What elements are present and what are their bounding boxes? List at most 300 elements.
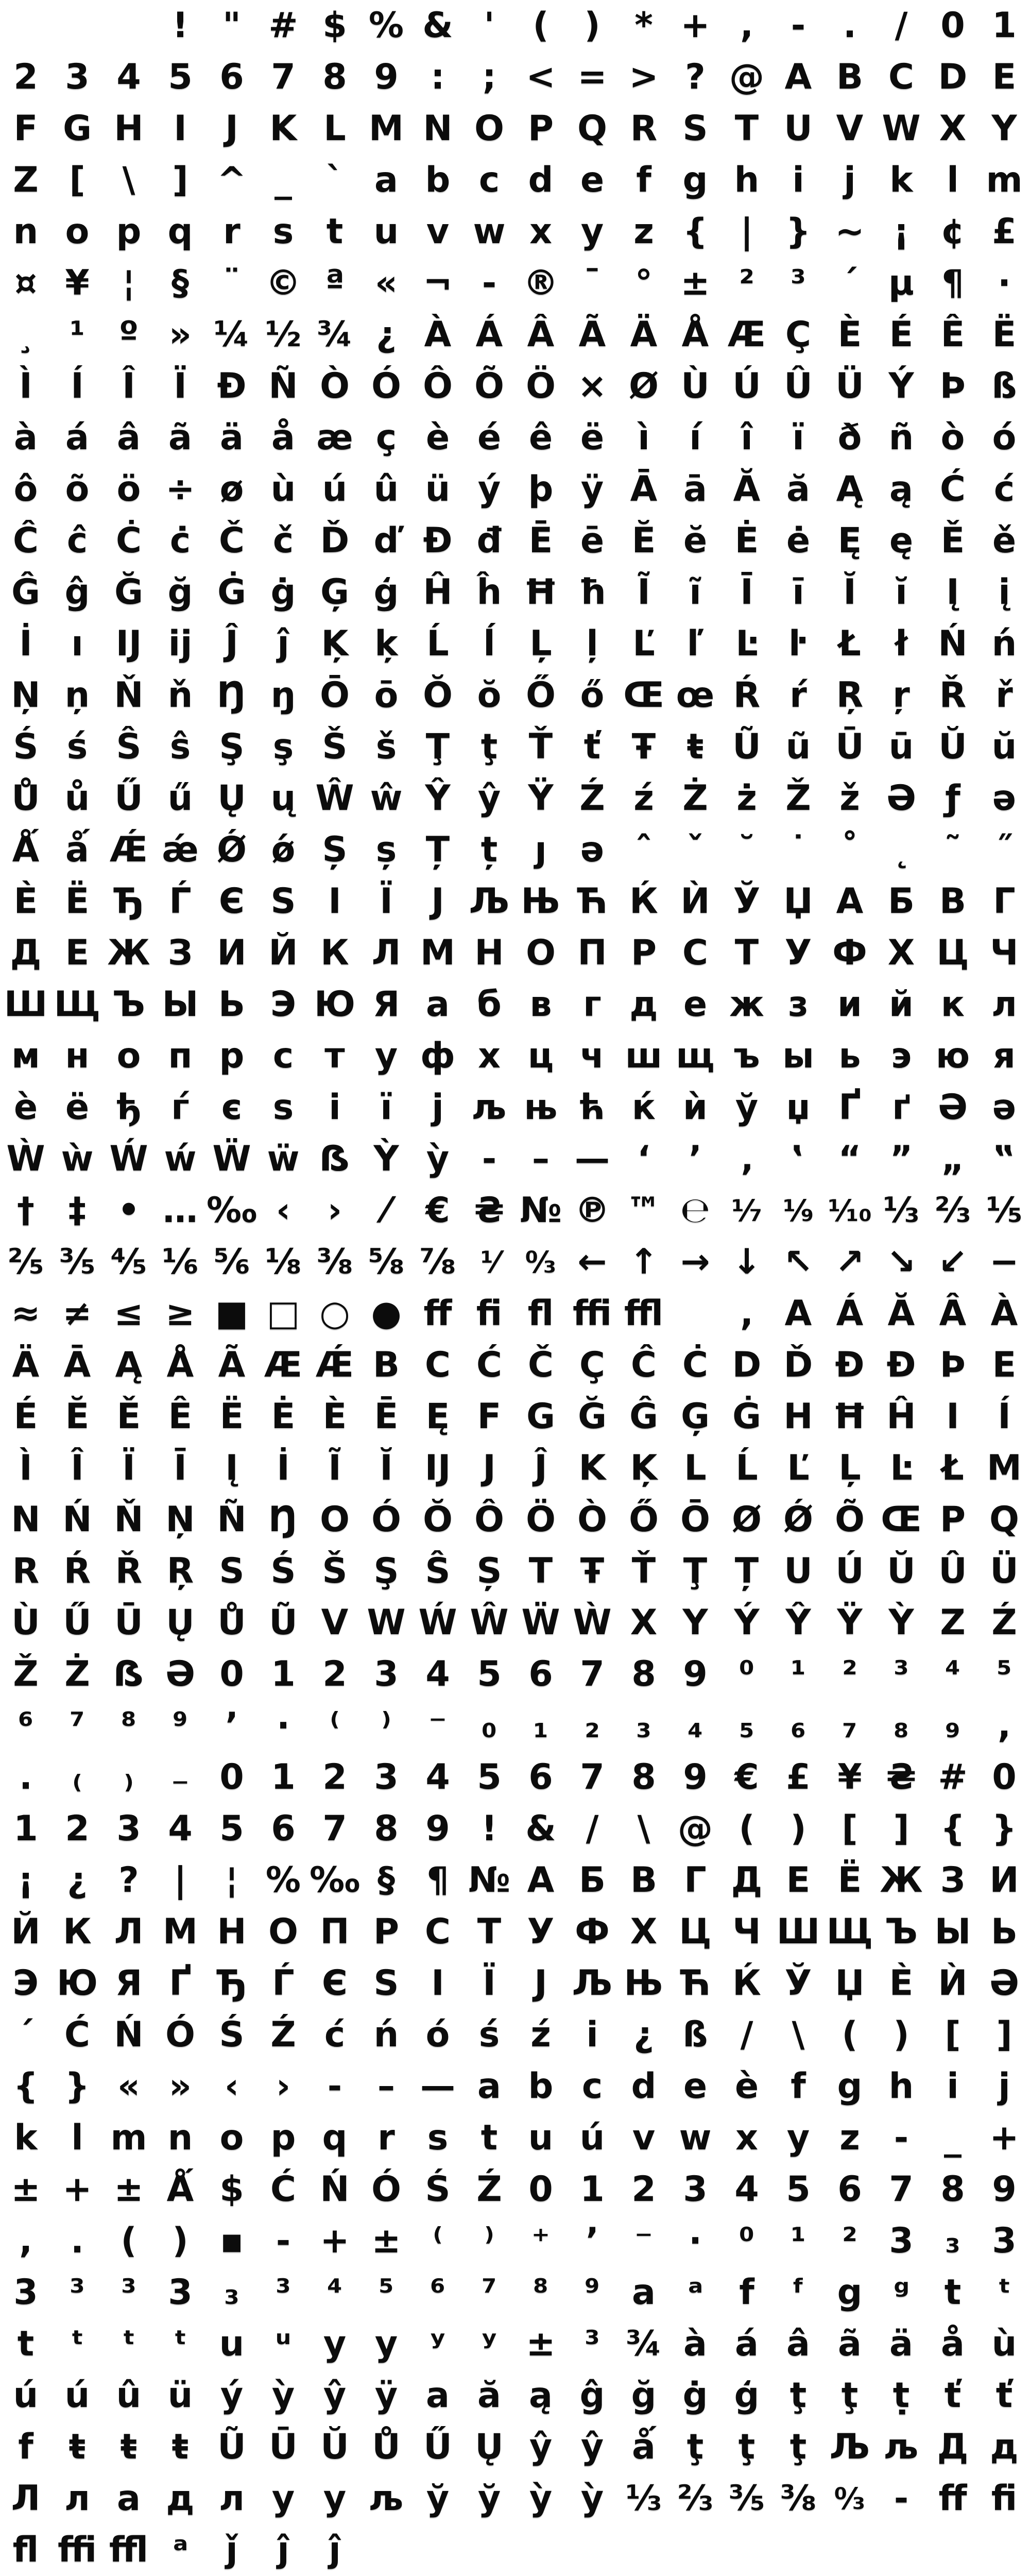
glyph-cell: r xyxy=(223,211,241,252)
glyph-cell: № xyxy=(520,1190,562,1231)
glyph-cell: ь xyxy=(838,1036,861,1076)
glyph-cell: í xyxy=(689,417,701,458)
glyph-cell: 0 xyxy=(528,2169,553,2210)
glyph-cell: K xyxy=(269,108,297,149)
glyph-cell: А xyxy=(527,1860,555,1901)
glyph-cell: ţ xyxy=(686,2427,704,2467)
glyph-cell: | xyxy=(174,1860,187,1901)
glyph-cell: Ş xyxy=(219,726,245,767)
glyph-cell: _ xyxy=(944,2117,962,2158)
glyph-cell: u xyxy=(528,2117,554,2158)
glyph-cell: ⁶ xyxy=(430,2272,445,2313)
glyph-cell: Ú xyxy=(835,1551,864,1591)
glyph-cell: Ĵ xyxy=(225,623,238,664)
glyph-cell: * xyxy=(634,5,653,46)
glyph-cell: ñ xyxy=(888,417,914,458)
glyph-cell: M xyxy=(987,1448,1022,1488)
glyph-cell: Ū xyxy=(835,726,864,767)
glyph-cell: В xyxy=(939,881,966,922)
glyph-cell: ⅜ xyxy=(316,1242,353,1282)
glyph-cell: Œ xyxy=(881,1499,922,1540)
glyph-cell: } xyxy=(785,211,811,252)
glyph-cell: Ґ xyxy=(169,1963,192,2004)
empty-cell xyxy=(670,1288,721,1340)
glyph-cell: Ч xyxy=(732,1911,761,1952)
glyph-cell: Ј xyxy=(534,1963,547,2004)
glyph-cell: ≠ xyxy=(62,1293,92,1334)
glyph-cell: Ģ xyxy=(681,1396,710,1437)
glyph-cell: к xyxy=(940,984,965,1025)
glyph-cell: ? xyxy=(118,1860,139,1901)
glyph-cell: 3 xyxy=(65,57,90,97)
glyph-cell: Ű xyxy=(63,1602,92,1643)
glyph-cell: @ xyxy=(678,1808,713,1849)
glyph-cell: G xyxy=(526,1396,555,1437)
glyph-cell: . xyxy=(843,5,856,46)
glyph-cell: Ű xyxy=(423,2427,452,2467)
glyph-cell: I xyxy=(946,1396,959,1437)
glyph-cell: œ xyxy=(676,675,715,716)
glyph-cell: Ĭ xyxy=(843,572,856,613)
glyph-cell: Т xyxy=(477,1911,502,1952)
glyph-cell: Š xyxy=(322,1551,348,1591)
glyph-cell: Ð xyxy=(217,366,247,406)
glyph-cell: ţ xyxy=(789,2375,807,2416)
glyph-cell: ţ xyxy=(480,726,498,767)
glyph-cell: Ћ xyxy=(680,1963,711,2004)
glyph-cell: _ xyxy=(274,160,292,200)
glyph-cell: Ů xyxy=(11,778,40,819)
glyph-cell: ⁻ xyxy=(428,1705,447,1746)
glyph-cell: Ė xyxy=(271,1396,296,1437)
glyph-cell: ċ xyxy=(169,520,191,561)
glyph-cell: ± xyxy=(11,2169,41,2210)
glyph-cell: Ш xyxy=(4,984,47,1025)
glyph-cell: ŝ xyxy=(169,726,191,767)
glyph-cell: ĳ xyxy=(168,623,193,664)
glyph-cell: Ы xyxy=(162,984,199,1025)
glyph-cell: ű xyxy=(167,778,193,819)
glyph-cell: ⅞ xyxy=(419,1242,456,1282)
glyph-cell: ê xyxy=(528,417,553,458)
glyph-cell: Ż xyxy=(64,1654,90,1694)
glyph-cell: ś xyxy=(478,2014,500,2055)
glyph-cell: À xyxy=(424,314,452,355)
glyph-cell: ᵘ xyxy=(275,2324,291,2364)
glyph-cell: , xyxy=(998,1705,1011,1746)
glyph-cell: ℗ xyxy=(575,1190,610,1231)
glyph-cell: Ć xyxy=(940,469,966,510)
glyph-cell: Ŭ xyxy=(887,1551,916,1591)
glyph-cell: , xyxy=(740,1293,753,1334)
glyph-cell: ẁ xyxy=(61,1139,94,1179)
glyph-cell: Ã xyxy=(218,1345,246,1385)
glyph-cell: { xyxy=(940,1808,966,1849)
glyph-cell: ő xyxy=(580,675,605,716)
glyph-cell: Z xyxy=(13,160,39,200)
glyph-cell: ġ xyxy=(682,2375,708,2416)
glyph-cell: Ĕ xyxy=(65,1396,90,1437)
glyph-cell: Ī xyxy=(740,572,753,613)
glyph-cell: ä xyxy=(889,2324,913,2364)
glyph-cell: ë xyxy=(580,417,605,458)
glyph-cell: ā xyxy=(683,469,707,510)
glyph-cell: Л xyxy=(371,933,401,973)
glyph-cell: Ę xyxy=(425,1396,450,1437)
glyph-cell: } xyxy=(991,1808,1017,1849)
glyph-cell: Ǿ xyxy=(217,829,247,870)
glyph-cell: â xyxy=(786,2324,810,2364)
empty-cell xyxy=(0,0,52,52)
glyph-cell: I xyxy=(174,108,187,149)
glyph-cell: w xyxy=(473,211,506,252)
glyph-cell: Ć xyxy=(64,2014,90,2055)
glyph-cell: » xyxy=(169,314,192,355)
glyph-cell: ŗ xyxy=(892,675,910,716)
glyph-cell: N xyxy=(11,1499,41,1540)
glyph-cell: Ă xyxy=(887,1293,915,1334)
glyph-cell: S xyxy=(682,108,708,149)
glyph-cell: ⁰⁄₃ xyxy=(834,2481,866,2516)
glyph-cell: ⅓ xyxy=(625,2478,662,2519)
glyph-cell: Î xyxy=(71,1448,84,1488)
glyph-cell: { xyxy=(13,2066,39,2107)
glyph-cell: Ó xyxy=(165,2014,195,2055)
glyph-cell: ! xyxy=(172,5,188,46)
glyph-cell: Ō xyxy=(320,675,350,716)
glyph-cell: ý xyxy=(220,2375,244,2416)
glyph-cell: ŷ xyxy=(323,2375,347,2416)
glyph-cell: 7 xyxy=(271,57,296,97)
glyph-cell: Ń xyxy=(938,623,968,664)
glyph-cell: ň xyxy=(167,675,193,716)
glyph-cell: Â xyxy=(939,1293,967,1334)
glyph-cell: њ xyxy=(524,1087,558,1128)
glyph-cell: ņ xyxy=(64,675,90,716)
glyph-cell: Ó xyxy=(371,2169,401,2210)
glyph-cell: @ xyxy=(729,57,764,97)
glyph-cell: А xyxy=(836,881,864,922)
glyph-cell: Џ xyxy=(783,881,813,922)
glyph-cell: ľ xyxy=(686,623,704,664)
glyph-cell: û xyxy=(116,2375,142,2416)
glyph-cell: ž xyxy=(839,778,860,819)
glyph-cell: ! xyxy=(481,1808,497,1849)
glyph-cell: [ xyxy=(945,2014,961,2055)
glyph-cell: ã xyxy=(838,2324,862,2364)
glyph-cell: Л xyxy=(11,2478,41,2519)
glyph-cell: H xyxy=(114,108,144,149)
glyph-cell: р xyxy=(219,1036,245,1076)
glyph-cell: ⁵ xyxy=(379,2272,394,2313)
glyph-cell: Ẃ xyxy=(109,1139,148,1179)
glyph-cell: Ẁ xyxy=(573,1602,612,1643)
glyph-cell: { xyxy=(682,211,708,252)
glyph-cell: 3 xyxy=(374,1654,399,1694)
glyph-cell: Ā xyxy=(63,1345,91,1385)
glyph-cell: Ġ xyxy=(217,572,246,613)
glyph-cell: ü xyxy=(167,2375,193,2416)
glyph-cell: ↗ xyxy=(835,1242,865,1282)
glyph-cell: ´ xyxy=(17,2014,35,2055)
glyph-cell: U xyxy=(784,108,813,149)
glyph-cell: ³ xyxy=(791,263,806,303)
glyph-cell: ` xyxy=(326,160,344,200)
glyph-cell: : xyxy=(431,57,445,97)
glyph-cell: о xyxy=(116,1036,141,1076)
glyph-cell: Ĭ xyxy=(380,1448,393,1488)
glyph-cell: Ŋ xyxy=(268,1499,298,1540)
glyph-cell: Ų xyxy=(217,778,246,819)
glyph-cell: z xyxy=(839,2117,860,2158)
glyph-cell: ² xyxy=(842,2221,857,2261)
glyph-cell: Ć xyxy=(270,2169,296,2210)
glyph-cell: ж xyxy=(729,984,764,1025)
glyph-cell: ü xyxy=(425,469,451,510)
glyph-cell: К xyxy=(320,933,349,973)
glyph-cell: Ď xyxy=(783,1345,813,1385)
glyph-cell: 1 xyxy=(271,1757,296,1798)
glyph-cell: þ xyxy=(528,469,554,510)
glyph-cell: f xyxy=(791,2066,806,2107)
glyph-cell: ũ xyxy=(785,726,811,767)
glyph-cell: ¾ xyxy=(625,2324,662,2364)
glyph-cell: k xyxy=(14,2117,38,2158)
glyph-cell: Ѐ xyxy=(13,881,38,922)
glyph-cell: І xyxy=(431,1963,444,2004)
glyph-cell: đ xyxy=(476,520,502,561)
glyph-cell: ŋ xyxy=(270,675,296,716)
glyph-cell: Ń xyxy=(62,1499,92,1540)
glyph-cell: 5 xyxy=(168,57,193,97)
glyph-cell: ś xyxy=(66,726,88,767)
glyph-cell: ‹ xyxy=(276,1190,291,1231)
glyph-cell: Ŝ xyxy=(116,726,142,767)
glyph-cell: Ŷ xyxy=(425,778,451,819)
glyph-cell: К xyxy=(63,1911,92,1952)
glyph-cell: Ţ xyxy=(683,1551,708,1591)
glyph-cell: ₋ xyxy=(171,1757,190,1798)
glyph-cell: ĕ xyxy=(683,520,708,561)
glyph-cell: ˚ xyxy=(841,829,859,870)
glyph-cell: Ô xyxy=(423,366,453,406)
glyph-cell: ė xyxy=(786,520,811,561)
glyph-cell: ﬃ xyxy=(58,2530,97,2570)
glyph-cell: Г xyxy=(993,881,1016,922)
glyph-cell: 2 xyxy=(322,1757,347,1798)
glyph-cell: е xyxy=(683,984,708,1025)
glyph-cell: 0 xyxy=(992,1757,1017,1798)
glyph-cell: Ĩ xyxy=(328,1448,341,1488)
glyph-cell: ů xyxy=(64,778,90,819)
glyph-cell: Ě xyxy=(116,1396,141,1437)
glyph-cell: t xyxy=(17,2324,35,2364)
glyph-cell: V xyxy=(836,108,864,149)
glyph-cell: - xyxy=(791,5,806,46)
glyph-cell: ј xyxy=(432,1087,444,1128)
glyph-cell: f xyxy=(18,2427,33,2467)
glyph-cell: ĵ xyxy=(277,2530,289,2570)
empty-cell xyxy=(566,2524,618,2576)
glyph-cell: Ё xyxy=(65,881,90,922)
glyph-cell: ≤ xyxy=(114,1293,144,1334)
glyph-cell: Џ xyxy=(835,1963,865,2004)
glyph-cell: Х xyxy=(630,1911,658,1952)
glyph-cell: s xyxy=(272,211,294,252)
glyph-cell: Ġ xyxy=(732,1396,761,1437)
glyph-cell: ᵗ xyxy=(70,2324,84,2364)
glyph-cell: ¹⁄₁₀ xyxy=(828,1193,872,1228)
glyph-cell: ) xyxy=(172,2221,188,2261)
glyph-cell: Ř xyxy=(115,1551,143,1591)
glyph-cell: Ŝ xyxy=(425,1551,451,1591)
glyph-cell: ⁽ xyxy=(433,2221,443,2261)
glyph-cell: ƒ xyxy=(945,778,960,819)
glyph-cell: Á xyxy=(475,314,503,355)
glyph-cell: q xyxy=(322,2117,348,2158)
glyph-cell: ⁰ xyxy=(739,2221,754,2261)
glyph-cell: Н xyxy=(217,1911,247,1952)
glyph-cell: “ xyxy=(838,1139,862,1179)
glyph-cell: ú xyxy=(64,2375,90,2416)
glyph-cell: ¤ xyxy=(14,263,37,303)
glyph-cell: Д xyxy=(10,933,42,973)
glyph-cell: Â xyxy=(527,314,555,355)
glyph-cell: % xyxy=(265,1860,301,1901)
empty-cell xyxy=(360,2524,412,2576)
glyph-cell: Ѕ xyxy=(373,1963,399,2004)
glyph-cell: ₃ xyxy=(636,1705,651,1746)
glyph-cell: Ž xyxy=(13,1654,39,1694)
glyph-cell: y xyxy=(786,2117,810,2158)
glyph-cell: ¬ xyxy=(423,263,453,303)
glyph-cell: ï xyxy=(792,417,804,458)
glyph-cell: — xyxy=(575,1139,610,1179)
glyph-cell: ʸ xyxy=(430,2324,445,2364)
glyph-cell: Ł xyxy=(838,623,861,664)
glyph-cell: Ŗ xyxy=(166,1551,194,1591)
glyph-cell: Ú xyxy=(732,366,761,406)
glyph-cell: 0 xyxy=(219,1757,244,1798)
glyph-cell: ә xyxy=(992,1087,1017,1128)
glyph-cell: л xyxy=(219,2478,245,2519)
glyph-cell: ± xyxy=(680,263,710,303)
glyph-cell: ﬄ xyxy=(624,1293,663,1334)
glyph-cell: Ю xyxy=(314,984,355,1025)
glyph-cell: ґ xyxy=(892,1087,911,1128)
glyph-cell: ½ xyxy=(265,314,302,355)
glyph-cell: ± xyxy=(526,2324,556,2364)
glyph-cell: ↖ xyxy=(783,1242,813,1282)
glyph-cell: ( xyxy=(121,2221,137,2261)
glyph-cell: Č xyxy=(219,520,245,561)
glyph-cell: ‰ xyxy=(310,1860,360,1901)
glyph-cell: h xyxy=(888,2066,914,2107)
glyph-cell: ẞ xyxy=(319,1139,351,1179)
glyph-cell: • xyxy=(117,1190,140,1231)
glyph-cell: ⅕ xyxy=(986,1190,1023,1231)
glyph-cell: Ã xyxy=(578,314,606,355)
glyph-cell: Þ xyxy=(939,366,966,406)
glyph-cell: ₎ xyxy=(124,1757,134,1798)
glyph-cell: ⅓ xyxy=(883,1190,920,1231)
glyph-cell: W xyxy=(882,108,921,149)
glyph-cell: ? xyxy=(685,57,706,97)
glyph-cell: Ф xyxy=(575,1911,610,1952)
glyph-cell: 9 xyxy=(992,2169,1017,2210)
glyph-cell: 2 xyxy=(322,1654,347,1694)
glyph-cell: § xyxy=(171,263,189,303)
glyph-cell: ¼ xyxy=(213,314,250,355)
glyph-cell: Ą xyxy=(115,1345,143,1385)
glyph-cell: ℮ xyxy=(680,1190,711,1231)
glyph-cell: † xyxy=(17,1190,35,1231)
glyph-cell: ⁻ xyxy=(634,2221,653,2261)
glyph-cell: ] xyxy=(893,1808,909,1849)
glyph-cell: 2 xyxy=(65,1808,90,1849)
glyph-cell: Г xyxy=(684,1860,707,1901)
glyph-cell: ¯ xyxy=(583,263,601,303)
glyph-cell: ⁸ xyxy=(121,1705,136,1746)
glyph-cell: Ĥ xyxy=(423,572,453,613)
glyph-cell: B xyxy=(836,57,863,97)
glyph-cell: Õ xyxy=(835,1499,865,1540)
glyph-cell: г xyxy=(583,984,602,1025)
glyph-cell: Ǻ xyxy=(12,829,40,870)
glyph-cell: Z xyxy=(940,1602,966,1643)
glyph-cell: Л xyxy=(114,1911,144,1952)
glyph-cell: & xyxy=(525,1808,556,1849)
glyph-cell: Ķ xyxy=(321,623,349,664)
glyph-cell: 9 xyxy=(425,1808,450,1849)
glyph-cell: М xyxy=(163,1911,198,1952)
glyph-cell: І xyxy=(328,881,341,922)
glyph-cell: ṭ xyxy=(892,2375,910,2416)
glyph-cell: Ÿ xyxy=(837,1602,863,1643)
glyph-cell: š xyxy=(375,726,397,767)
glyph-cell: Ń xyxy=(114,2014,144,2055)
glyph-cell: ₁ xyxy=(533,1705,548,1746)
glyph-cell: Á xyxy=(836,1293,864,1334)
glyph-cell: č xyxy=(272,520,294,561)
glyph-cell: ª xyxy=(324,263,345,303)
glyph-cell: - xyxy=(894,2117,909,2158)
glyph-cell: Р xyxy=(373,1911,399,1952)
glyph-cell: 3 xyxy=(116,1808,141,1849)
glyph-cell: Ш xyxy=(776,1911,820,1952)
glyph-cell: É xyxy=(889,314,914,355)
glyph-cell: Ц xyxy=(936,933,969,973)
glyph-cell: ì xyxy=(638,417,650,458)
glyph-cell: ù xyxy=(991,2324,1017,2364)
glyph-cell: Ė xyxy=(734,520,759,561)
glyph-cell: 9 xyxy=(374,57,399,97)
glyph-cell: Ī xyxy=(174,1448,187,1488)
glyph-cell: Ź xyxy=(270,2014,296,2055)
glyph-cell: Ŧ xyxy=(580,1551,605,1591)
glyph-cell: ț xyxy=(480,829,498,870)
glyph-cell: ﬄ xyxy=(109,2530,148,2570)
glyph-cell: â xyxy=(117,417,141,458)
glyph-cell: æ xyxy=(316,417,353,458)
glyph-cell: 6 xyxy=(528,1654,553,1694)
glyph-cell: а xyxy=(426,984,450,1025)
glyph-cell: + xyxy=(320,2221,350,2261)
glyph-cell: д xyxy=(990,2427,1019,2467)
glyph-cell: W xyxy=(367,1602,406,1643)
glyph-cell: ѓ xyxy=(171,1087,190,1128)
glyph-cell: / xyxy=(895,5,908,46)
